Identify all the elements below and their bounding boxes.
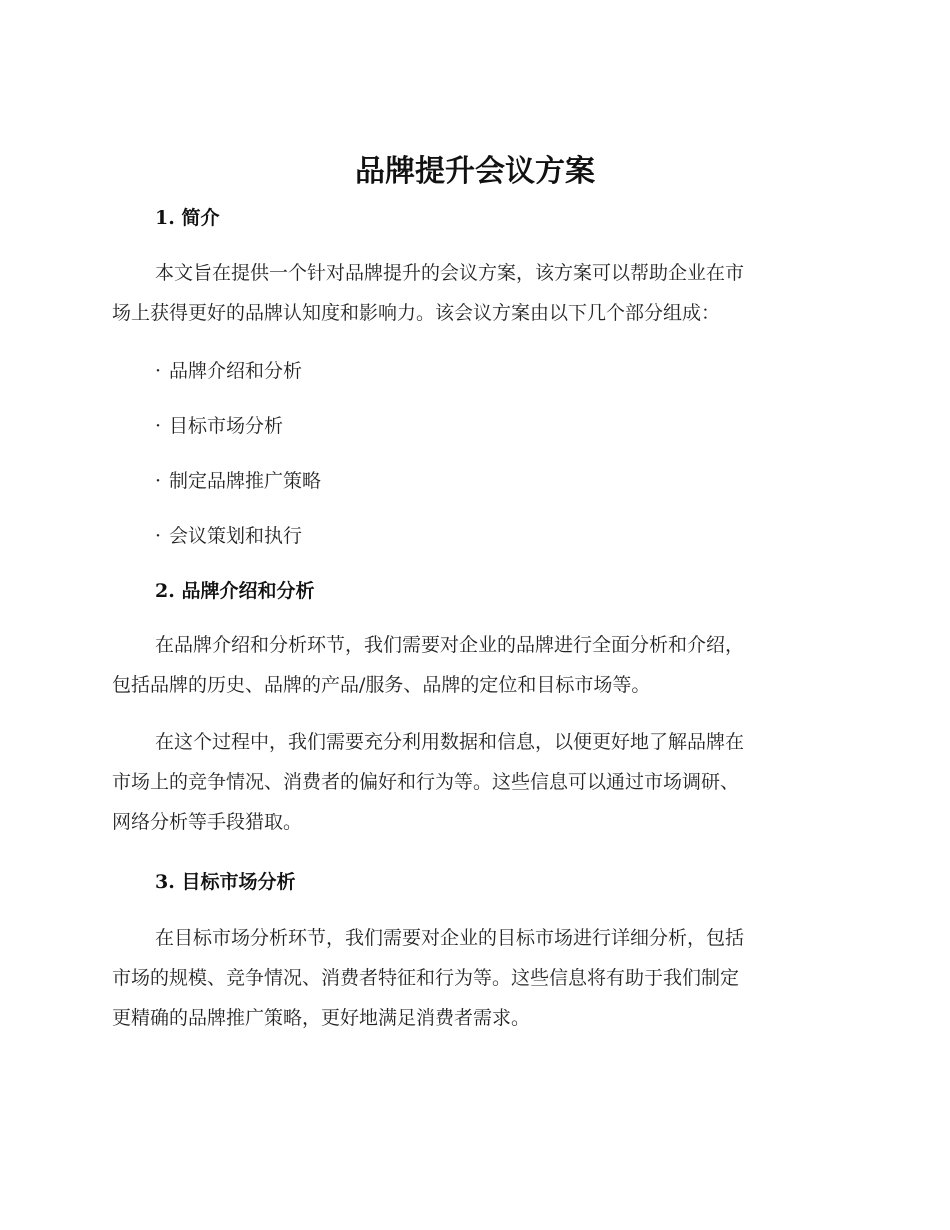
bullet-text: 目标市场分析	[169, 415, 284, 437]
paragraph-line: 网络分析等手段猎取。	[112, 811, 303, 833]
bullet-text: 制定品牌推广策略	[169, 470, 322, 492]
bullet-text: 品牌介绍和分析	[169, 360, 303, 382]
brand-analysis-paragraph	[112, 722, 832, 842]
paragraph-line: 市场上的竞争情况、消费者的偏好和行为等。这些信息可以通过市场调研、	[112, 771, 740, 793]
paragraph-line: 本文旨在提供一个针对品牌提升的会议方案，该方案可以帮助企业在市	[155, 262, 745, 284]
paragraph-line: 在这个过程中，我们需要充分利用数据和信息，以便更好地了解品牌在	[155, 731, 745, 753]
bullet-text: 会议策划和执行	[169, 525, 303, 547]
bullet-marker: ·	[155, 470, 162, 492]
paragraph-line: 在品牌介绍和分析环节，我们需要对企业的品牌进行全面分析和介绍，	[155, 634, 745, 656]
section-heading-brand-analysis: 2. 品牌介绍和分析	[155, 580, 315, 602]
bullet-item	[155, 411, 283, 441]
brand-analysis-paragraph	[112, 625, 832, 705]
bullet-item	[155, 466, 321, 496]
bullet-marker: ·	[155, 360, 162, 382]
intro-paragraph	[112, 253, 832, 333]
paragraph-line: 包括品牌的历史、品牌的产品/服务、品牌的定位和目标市场等。	[112, 674, 651, 696]
paragraph-line: 更精确的品牌推广策略，更好地满足消费者需求。	[112, 1007, 531, 1029]
bullet-marker: ·	[155, 525, 162, 547]
section-heading-intro: 1. 简介	[155, 207, 220, 229]
paragraph-line: 在目标市场分析环节，我们需要对企业的目标市场进行详细分析，包括	[155, 927, 745, 949]
bullet-marker: ·	[155, 415, 162, 437]
bullet-item	[155, 521, 302, 551]
section-heading-target-market: 3. 目标市场分析	[155, 871, 296, 893]
target-market-paragraph	[112, 918, 832, 1038]
bullet-item	[155, 356, 302, 386]
paragraph-line: 场上获得更好的品牌认知度和影响力。该会议方案由以下几个部分组成：	[112, 302, 721, 324]
document-title: 品牌提升会议方案	[355, 154, 595, 189]
paragraph-line: 市场的规模、竞争情况、消费者特征和行为等。这些信息将有助于我们制定	[112, 967, 740, 989]
